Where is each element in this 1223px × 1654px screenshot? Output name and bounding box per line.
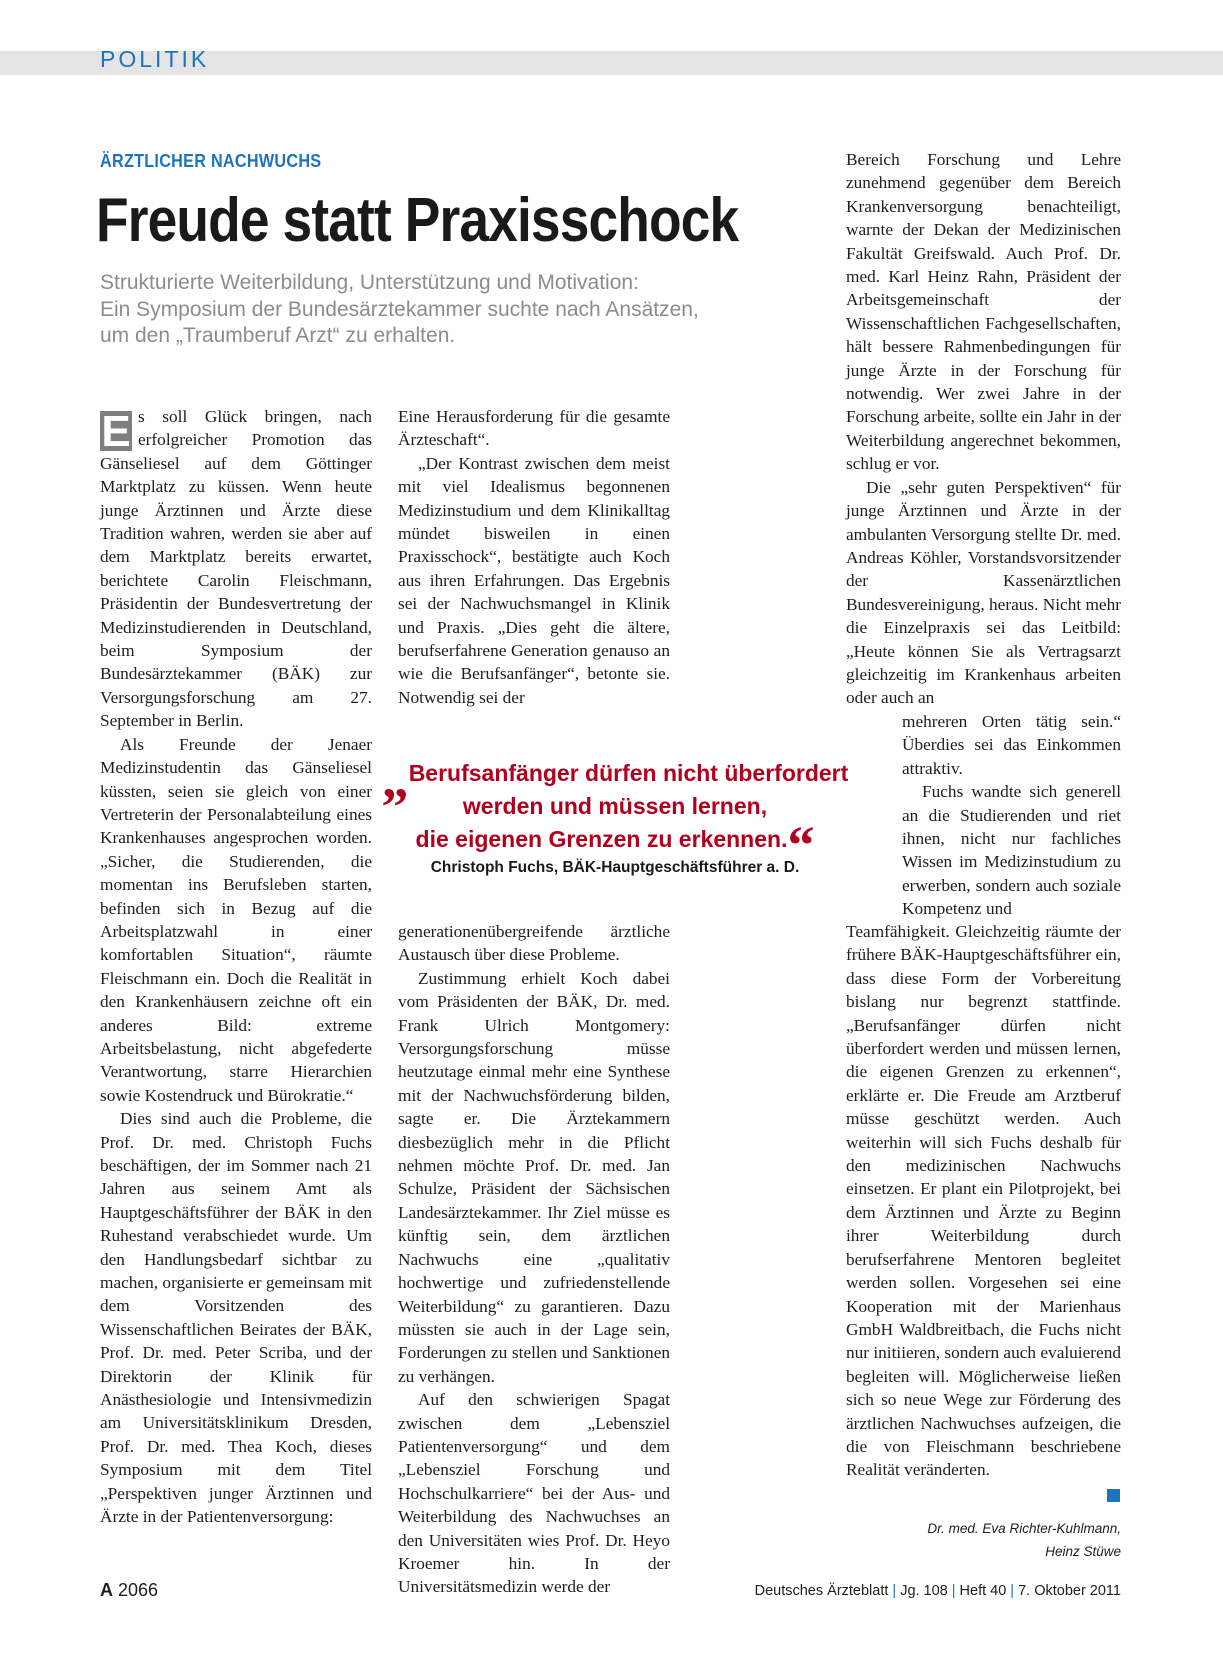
text-column-3-top [846, 148, 1121, 710]
footer-separator: | [951, 1583, 956, 1599]
article-kicker: ÄRZTLICHER NACHWUCHS [100, 151, 322, 171]
journal-name: Deutsches Ärzteblatt [754, 1583, 889, 1599]
subtitle-line: um den „Traumberuf Arzt“ zu erhalten. [100, 324, 456, 347]
page-number [100, 1580, 158, 1601]
journal-issue: Heft 40 [959, 1583, 1007, 1599]
paragraph: Teamfähigkeit. Gleichzeitig räumte der frühere BÄK-Hauptgeschäftsführer ein, dass diese Form der Vorbereitung bislang nur begrenzt stattfinde. „Berufsanfänger dürfen nicht überfordert werden und müssen lernen, die eigenen Grenzen zu erkennen“, erklärte er. Die Freude am Arztberuf müsse geschützt werden. Auch weiterhin will sich Fuchs deshalb für den medizinischen Nachwuchs einsetzen. Er plant ein Pilotprojekt, bei dem Ärztinnen und Ärzte zu Beginn ihrer Weiterbildung durch berufserfahrene Mentoren begleitet werden sollen. Vorgesehen sei eine Kooperation mit der Marienhaus GmbH Waldbreitbach, die Fuchs nicht nur initiieren, sondern auch evaluierend begleiten will. Möglicherweise ließen sich so neue Wege zur Förderung des ärztlichen Nachwuchses aufzeigen, die die von Fleischmann beschriebene Realität veränderten. [846, 922, 1121, 1480]
footer-citation [755, 1583, 1121, 1599]
text-column-2-top [398, 405, 670, 709]
section-label: POLITIK [100, 46, 210, 72]
page-prefix: A [100, 1580, 113, 1600]
paragraph: Eine Herausforderung für die gesamte Ärzteschaft“. [398, 407, 670, 450]
paragraph: Die „sehr guten Perspektiven“ für junge Ärztinnen und Ärzte in der ambulanten Versorgung stellte Dr. med. Andreas Köhler, Vorstandsvorsitzender der Kassenärztlichen Bundesvereinigung, heraus. Nicht mehr die Einzelpraxis sei das Leitbild: „Heute können Sie als Vertragsarzt gleichzeitig im Krankenhaus arbeiten oder auch an [846, 477, 1121, 708]
page-number-value: 2066 [118, 1580, 159, 1600]
quote-line: werden und müssen lernen, [462, 793, 768, 819]
journal-volume: Jg. 108 [900, 1583, 948, 1599]
paragraph: Fuchs wandte sich generell an die Studierenden und riet ihnen, nicht nur fachliches Wissen im Medizinstudium zu erwerben, sondern auch soziale Kompetenz und [902, 782, 1121, 919]
text-column-2-bottom [398, 920, 670, 1599]
quote-line: die eigenen Grenzen zu erkennen. [415, 826, 788, 852]
subtitle-line: Ein Symposium der Bundesärztekammer suchte nach Ansätzen, [100, 297, 699, 321]
article-subtitle [100, 270, 820, 350]
article-authors [846, 1517, 1121, 1563]
footer-separator: | [892, 1583, 897, 1599]
quote-close-mark: “ [787, 815, 815, 875]
author-line: Heinz Stüwe [1045, 1544, 1121, 1559]
paragraph: Dies sind auch die Probleme, die Prof. Dr. med. Christoph Fuchs beschäftigen, der im Sommer nach 21 Jahren aus seinem Amt als Hauptgeschäftsführer der BÄK in den Ruhestand verabschiedet wurde. Um den Handlungsbedarf sichtbar zu machen, organisierte er gemeinsam mit dem Vorsitzenden des Wissenschaftlichen Beirates der BÄK, Prof. Dr. med. Peter Scriba, und der Direktorin der Klinik für Anästhesiologie und Intensivmedizin am Universitätsklinikum Dresden, Prof. Dr. med. Thea Koch, dieses Symposium mit dem Titel „Perspektiven junger Ärztinnen und Ärzte in der Patientenversorgung: [100, 1109, 372, 1527]
article-end-marker [1107, 1489, 1120, 1502]
quote-line: Berufsanfänger dürfen nicht überfordert [408, 760, 849, 786]
drop-cap: E [101, 407, 131, 456]
text-column-3-bottom [846, 920, 1121, 1482]
footer-separator: | [1010, 1583, 1015, 1599]
subtitle-line: Strukturierte Weiterbildung, Unterstützung und Motivation: [100, 271, 639, 294]
paragraph: Zustimmung erhielt Koch dabei vom Präsidenten der BÄK, Dr. med. Frank Ulrich Montgomery: Versorgungsforschung müsse heutzutage einmal mehr eine Synthese mit der Nachwuchsförderung bilden, sagte er. Die Ärztekammern diesbezüglich mehr in die Pflicht nehmen möchte Prof. Dr. med. Jan Schulze, Präsident der Sächsischen Landesärztekammer. Ihr Ziel müsse es künftig sein, dem ärztlichen Nachwuchs eine „qualitativ hochwertige und zufriedenstellende Weiterbildung“ zu garantieren. Dazu müssten sie auch in der Lage sein, Forderungen zu stellen und Sanktionen zu verhängen. [398, 968, 670, 1386]
paragraph: Auf den schwierigen Spagat zwischen dem „Lebensziel Patientenversorgung“ und dem „Lebensziel Forschung und Hochschulkarriere“ bei der Aus- und Weiterbildung des Nachwuchses an den Universitäten wies Prof. Dr. Heyo Kroemer hin. In der Universitätsmedizin werde der [398, 1390, 670, 1597]
journal-date: 7. Oktober 2011 [1018, 1583, 1121, 1599]
text-column-1 [100, 405, 372, 1529]
paragraph [100, 405, 372, 733]
paragraph: „Der Kontrast zwischen dem meist mit viel Idealismus begonnenen Medizinstudium und dem Klinikalltag mündet bisweilen in einen Praxisschock“, bestätigte auch Koch aus ihren Erfahrungen. Das Ergebnis sei der Nachwuchsmangel in Klinik und Praxis. „Dies geht die ältere, berufserfahrene Generation genauso an wie die Berufsanfänger“, betonte sie. Notwendig sei der [398, 453, 670, 707]
quote-open-mark: „ [381, 749, 409, 809]
article-title: Freude statt Praxisschock [96, 186, 739, 255]
paragraph: Bereich Forschung und Lehre zunehmend gegenüber dem Bereich Krankenversorgung benachteiligt, warnte der Dekan der Medizinischen Fakultät Greifswald. Auch Prof. Dr. med. Karl Heinz Rahn, Präsident der Arbeitsgemeinschaft der Wissenschaftlichen Fachgesellschaften, hält bessere Rahmenbedingungen für junge Ärzte in der Forschung für notwendig. Wer zwei Jahre in der Forschung arbeite, sollte ein Jahr in der Weiterbildung angerechnet bekommen, schlug er vor. [846, 150, 1121, 474]
paragraph: generationenübergreifende ärztliche Austausch über diese Probleme. [398, 922, 670, 965]
text-column-3-middle [902, 710, 1121, 921]
paragraph: Als Freunde der Jenaer Medizinstudentin das Gänseliesel küssten, seien sie gleich von einer Vertreterin der Personalabteilung eines Krankenhauses angesprochen worden. „Sicher, die Studierenden, die momentan ins Berufsleben starten, befinden sich in Bezug auf die Arbeitsplatzwahl in einer komfortablen Situation“, räumte Fleischmann ein. Doch die Realität in den Krankenhäusern zeichne oft ein anderes Bild: extreme Arbeitsbelastung, nicht abgefederte Verantwortung, starre Hierarchien sowie Kostendruck und Bürokratie.“ [100, 734, 372, 1105]
paragraph-text: s soll Glück bringen, nach erfolgreicher Promotion das Gänseliesel auf dem Göttinger Marktplatz zu küssen. Wenn heute junge Ärztinnen und Ärzte diese Tradition wahren, werden sie aber auf dem Marktplatz bereits erwartet, berichtete Carolin Fleischmann, Präsidentin der Bundesvertretung der Medizinstudierenden in Deutschland, beim Symposium der Bundesärztekammer (BÄK) zur Versorgungsforschung am 27. September in Berlin. [100, 407, 372, 731]
paragraph: mehreren Orten tätig sein.“ Überdies sei das Einkommen attraktiv. [902, 712, 1121, 778]
author-line: Dr. med. Eva Richter-Kuhlmann, [927, 1521, 1121, 1536]
pull-quote-author: Christoph Fuchs, BÄK-Hauptgeschäftsführer a. D. [430, 859, 800, 876]
